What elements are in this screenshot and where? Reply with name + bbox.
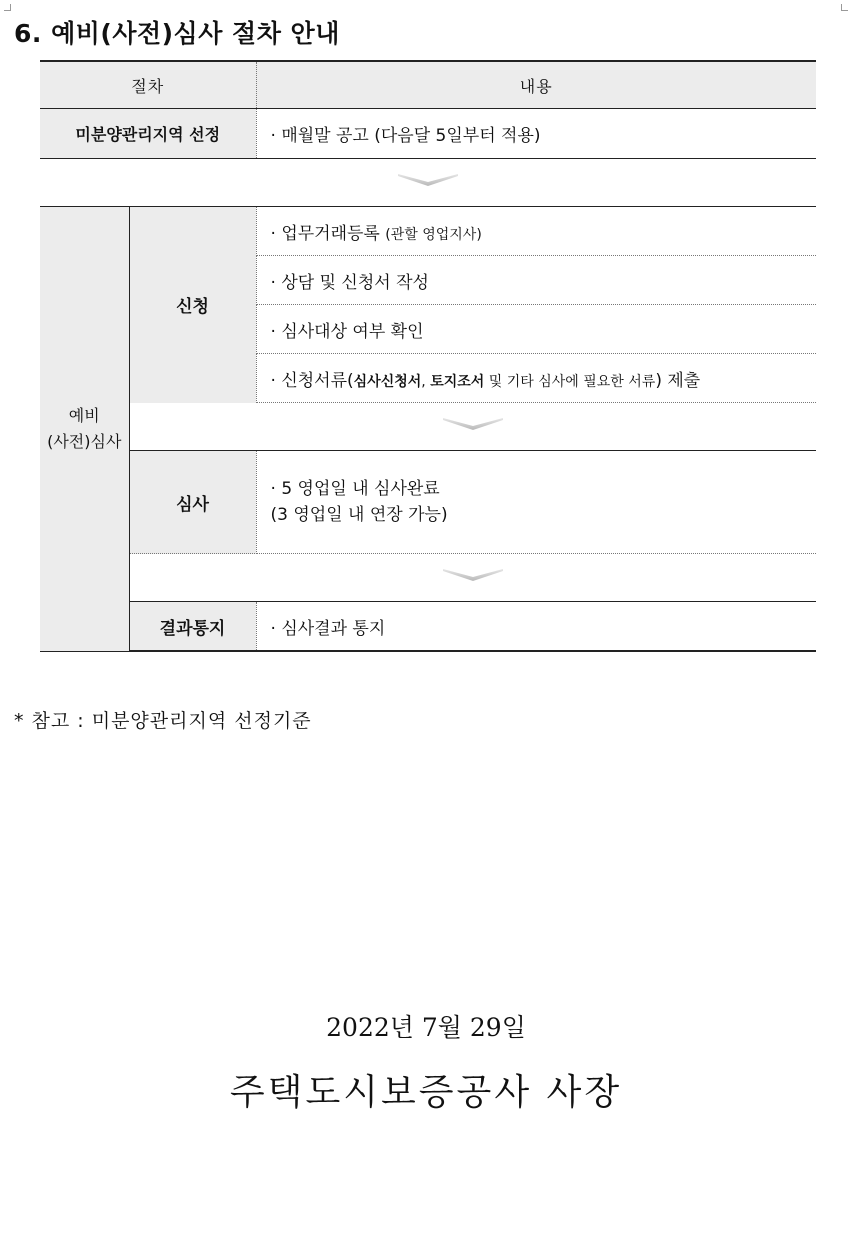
chevron-down-icon [398, 174, 458, 188]
section-heading: 6. 예비(사전)심사 절차 안내 [14, 19, 340, 48]
prelim-review-label [40, 207, 129, 652]
signer-title: 주택도시보증공사 사장 [229, 1072, 623, 1113]
header-procedure: 절차 [40, 61, 256, 109]
page-corner-mark [841, 4, 848, 11]
review-line-2: (3 영업일 내 연장 가능) [270, 505, 448, 525]
table-row [40, 602, 816, 652]
flow-arrow-row [40, 554, 816, 602]
document-date: 2022년 7월 29일 [326, 1013, 526, 1042]
prelim-label-line2: (사전)심사 [47, 431, 122, 451]
table-row [40, 109, 816, 159]
apply-item: · 상담 및 신청서 작성 [256, 256, 816, 305]
chevron-down-icon [443, 569, 503, 583]
apply-label: 신청 [129, 207, 256, 403]
separator: , [421, 373, 431, 390]
table-header-row [40, 61, 816, 109]
required-doc-2: 토지조서 [430, 373, 485, 390]
selection-content: · 매월말 공고 (다음달 5일부터 적용) [256, 109, 816, 159]
apply-item: · 심사대상 여부 확인 [256, 305, 816, 354]
reference-note: * 참고 : 미분양관리지역 선정기준 [14, 710, 312, 732]
flow-arrow-row [40, 403, 816, 451]
chevron-down-icon [443, 418, 503, 432]
other-docs: 및 기타 심사에 필요한 서류 [484, 373, 656, 390]
apply-item [256, 354, 816, 403]
review-label: 심사 [129, 451, 256, 554]
apply-item-subtext: (관할 영업지사) [385, 226, 482, 243]
procedure-table [40, 60, 816, 652]
result-content: · 심사결과 통지 [256, 602, 816, 652]
table-row [40, 207, 816, 256]
flow-arrow-row [40, 159, 816, 207]
review-line-1: · 5 영업일 내 심사완료 [270, 479, 440, 499]
table-row [40, 451, 816, 554]
header-content: 내용 [256, 61, 816, 109]
submit-text: ) 제출 [655, 370, 701, 391]
result-label: 결과통지 [129, 602, 256, 652]
page-corner-mark [4, 4, 11, 11]
apply-item-text: · 신청서류( [270, 370, 354, 391]
apply-item-text: · 업무거래등록 [270, 223, 386, 244]
apply-item [256, 207, 816, 256]
required-doc-1: 심사신청서 [353, 373, 422, 390]
selection-label: 미분양관리지역 선정 [40, 109, 256, 159]
prelim-label-line1: 예비 [68, 405, 100, 425]
review-content [256, 451, 816, 554]
